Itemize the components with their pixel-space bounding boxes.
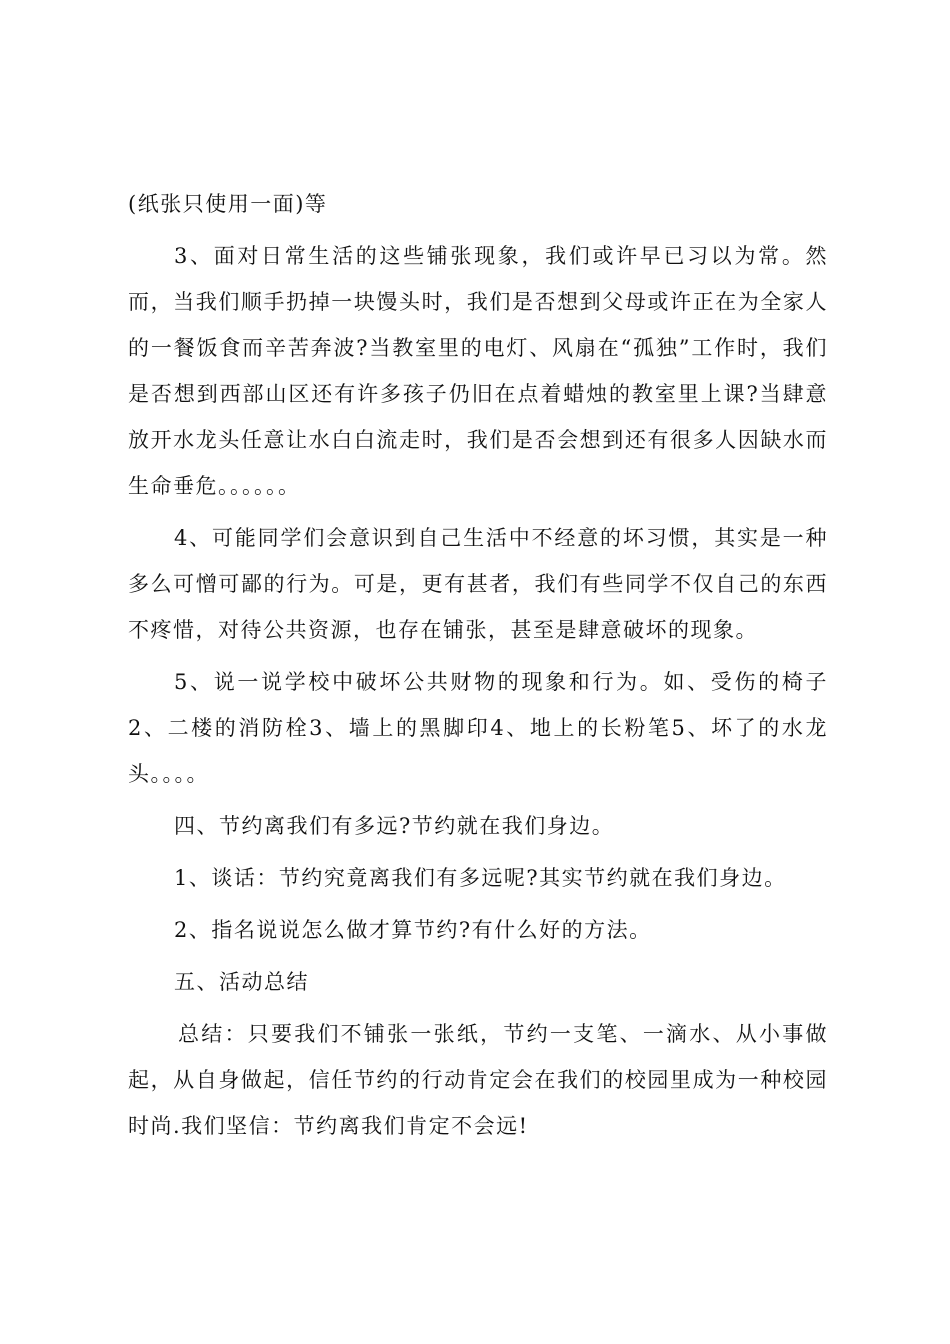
paragraph-talk: 1、谈话：节约究竟离我们有多远呢?其实节约就在我们身边。 bbox=[174, 866, 787, 890]
paragraph-item-4: 4、可能同学们会意识到自己生活中不经意的坏习惯，其实是一种多么可憎可鄙的行为。可是，更有甚者，我们有些同学不仅自己的东西不疼惜，对待公共资源，也存在铺张，甚至是肆意破坏的现象。 bbox=[128, 526, 828, 642]
paragraph-summary: 总结：只要我们不铺张一张纸，节约一支笔、一滴水、从小事做起，从自身做起，信任节约的行动肯定会在我们的校园里成为一种校园时尚.我们坚信：节约离我们肯定不会远! bbox=[128, 1022, 828, 1138]
paragraph-item-3: 3、面对日常生活的这些铺张现象，我们或许早已习以为常。然而，当我们顺手扔掉一块馒头时，我们是否想到父母或许正在为全家人的一餐饭食而辛苦奔波?当教室里的电灯、风扇在“孤独”工作时，我们是否想到西部山区还有许多孩子仍旧在点着蜡烛的教室里上课?当肆意放开水龙头任意让水白白流走时，我们是否会想到还有很多人因缺水而生命垂危。。。。。。 bbox=[128, 244, 828, 498]
document-body bbox=[128, 181, 828, 1155]
section-heading-5: 五、活动总结 bbox=[174, 970, 309, 994]
section-heading-4: 四、节约离我们有多远?节约就在我们身边。 bbox=[174, 814, 615, 838]
paragraph-method: 2、指名说说怎么做才算节约?有什么好的方法。 bbox=[174, 918, 652, 942]
paragraph-continuation: (纸张只使用一面)等 bbox=[128, 192, 328, 216]
paragraph-item-5: 5、说一说学校中破坏公共财物的现象和行为。如、受伤的椅子2、二楼的消防栓3、墙上的黑脚印4、地上的长粉笔5、坏了的水龙头。。。。 bbox=[128, 670, 828, 786]
